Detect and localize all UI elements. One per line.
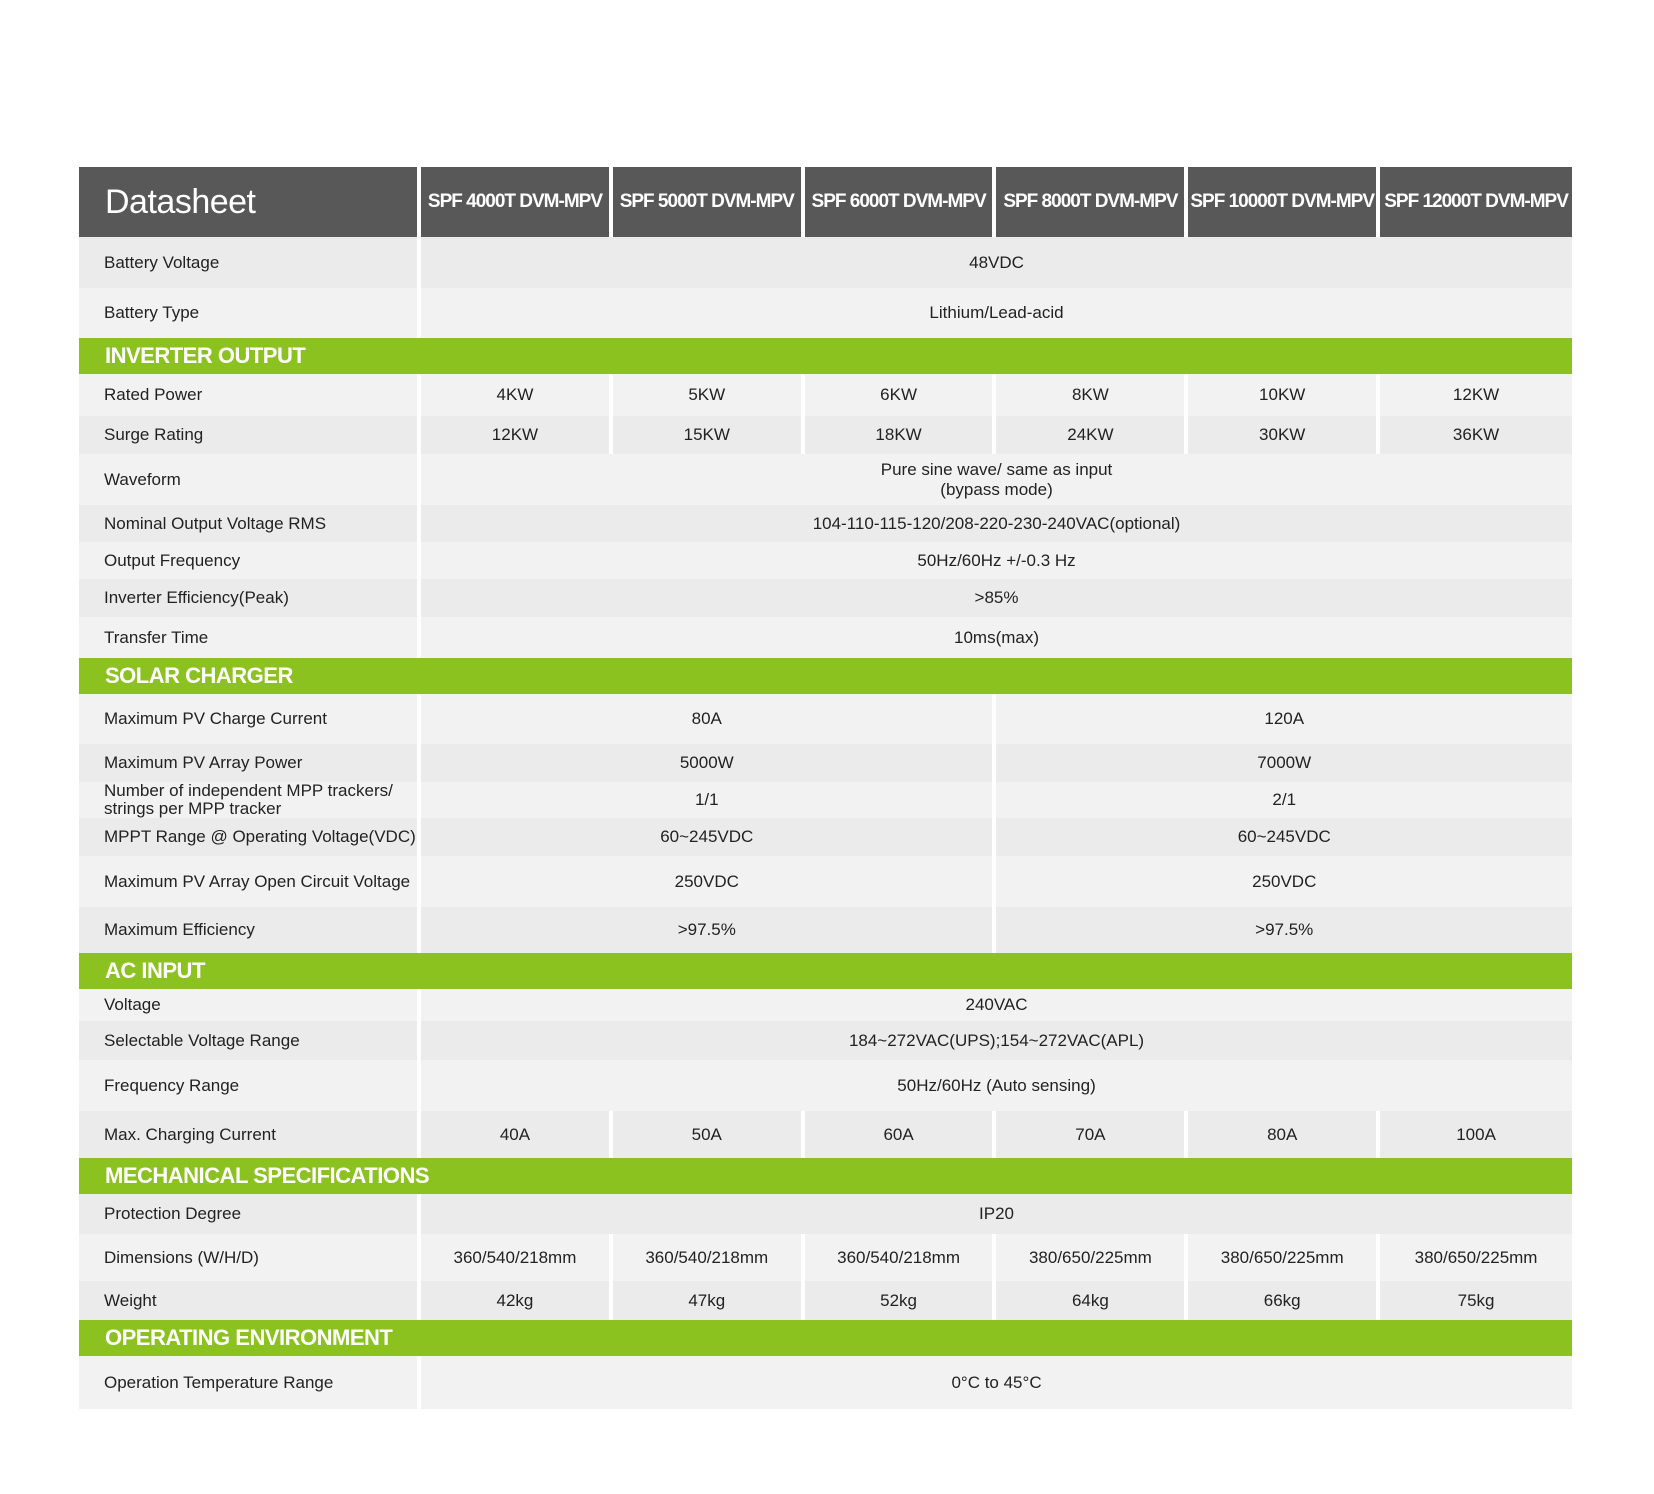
- section-header: [79, 1158, 1572, 1194]
- row-value: [421, 454, 1572, 505]
- row-label: Maximum PV Charge Current: [79, 694, 421, 744]
- table-row: [79, 288, 1572, 338]
- row-value: 240VAC: [421, 989, 1572, 1021]
- row-value: 30KW: [1188, 416, 1380, 454]
- row-value: 60~245VDC: [996, 818, 1572, 856]
- table-row: [79, 744, 1572, 782]
- table-row: [79, 1194, 1572, 1234]
- row-value: 15KW: [613, 416, 805, 454]
- datasheet: [79, 167, 1572, 1409]
- section-title: MECHANICAL SPECIFICATIONS: [79, 1158, 1572, 1194]
- row-value: 75kg: [1380, 1281, 1572, 1320]
- section-header: [79, 658, 1572, 694]
- table-row: [79, 579, 1572, 617]
- model-header: SPF 10000T DVM-MPV: [1188, 167, 1380, 237]
- row-value: 250VDC: [996, 856, 1572, 907]
- row-value: 36KW: [1380, 416, 1572, 454]
- row-label: Maximum PV Array Open Circuit Voltage: [79, 856, 421, 907]
- row-value: 66kg: [1188, 1281, 1380, 1320]
- row-value: 360/540/218mm: [613, 1234, 805, 1281]
- row-value: 60A: [805, 1111, 997, 1158]
- row-label: Frequency Range: [79, 1060, 421, 1111]
- row-label: Maximum PV Array Power: [79, 744, 421, 782]
- row-label: Maximum Efficiency: [79, 907, 421, 953]
- row-label: Battery Voltage: [79, 237, 421, 288]
- table-row: [79, 856, 1572, 907]
- table-row: [79, 1234, 1572, 1281]
- row-value: >85%: [421, 579, 1572, 617]
- table-row: [79, 542, 1572, 579]
- datasheet-title: Datasheet: [79, 167, 421, 237]
- row-value: 360/540/218mm: [421, 1234, 613, 1281]
- row-label: Rated Power: [79, 374, 421, 416]
- table-row: [79, 818, 1572, 856]
- row-label: Nominal Output Voltage RMS: [79, 505, 421, 542]
- row-label: Operation Temperature Range: [79, 1356, 421, 1409]
- row-value: 10KW: [1188, 374, 1380, 416]
- table-row: [79, 782, 1572, 818]
- table-row: [79, 694, 1572, 744]
- row-value: 5000W: [421, 744, 996, 782]
- row-value: 7000W: [996, 744, 1572, 782]
- section-header: [79, 953, 1572, 989]
- label-line: Number of independent MPP trackers/: [104, 782, 393, 800]
- row-label: Max. Charging Current: [79, 1111, 421, 1158]
- row-label: MPPT Range @ Operating Voltage(VDC): [79, 818, 421, 856]
- section-title: AC INPUT: [79, 953, 1572, 989]
- table-row: [79, 454, 1572, 505]
- row-value: 5KW: [613, 374, 805, 416]
- section-header: [79, 338, 1572, 374]
- row-label: Output Frequency: [79, 542, 421, 579]
- spec-table: [79, 167, 1572, 1409]
- table-row: [79, 374, 1572, 416]
- row-value: 4KW: [421, 374, 613, 416]
- row-label: Battery Type: [79, 288, 421, 338]
- table-row: [79, 1021, 1572, 1060]
- header-row: [79, 167, 1572, 237]
- row-value: 1/1: [421, 782, 996, 818]
- row-label: Waveform: [79, 454, 421, 505]
- table-row: [79, 1356, 1572, 1409]
- row-value: 380/650/225mm: [1380, 1234, 1572, 1281]
- row-value: 10ms(max): [421, 617, 1572, 658]
- row-value: 40A: [421, 1111, 613, 1158]
- row-value: 50A: [613, 1111, 805, 1158]
- section-title: INVERTER OUTPUT: [79, 338, 1572, 374]
- section-header: [79, 1320, 1572, 1356]
- table-row: [79, 416, 1572, 454]
- section-title: SOLAR CHARGER: [79, 658, 1572, 694]
- table-row: [79, 989, 1572, 1021]
- model-header: SPF 6000T DVM-MPV: [805, 167, 997, 237]
- row-value: Lithium/Lead-acid: [421, 288, 1572, 338]
- row-value: 42kg: [421, 1281, 613, 1320]
- row-value: 70A: [996, 1111, 1188, 1158]
- row-label: [79, 782, 421, 818]
- row-label: Inverter Efficiency(Peak): [79, 579, 421, 617]
- table-row: [79, 505, 1572, 542]
- row-value: 80A: [421, 694, 996, 744]
- model-header: SPF 4000T DVM-MPV: [421, 167, 613, 237]
- row-value: 6KW: [805, 374, 997, 416]
- row-value: 0°C to 45°C: [421, 1356, 1572, 1409]
- row-value: 2/1: [996, 782, 1572, 818]
- row-label: Transfer Time: [79, 617, 421, 658]
- table-row: [79, 1060, 1572, 1111]
- table-row: [79, 617, 1572, 658]
- model-header: SPF 5000T DVM-MPV: [613, 167, 805, 237]
- row-value: 18KW: [805, 416, 997, 454]
- row-value: IP20: [421, 1194, 1572, 1234]
- row-value: 120A: [996, 694, 1572, 744]
- row-label: Selectable Voltage Range: [79, 1021, 421, 1060]
- value-line: Pure sine wave/ same as input: [880, 459, 1113, 479]
- row-value: 104-110-115-120/208-220-230-240VAC(optional): [421, 505, 1572, 542]
- row-value: 12KW: [1380, 374, 1572, 416]
- row-value: 184~272VAC(UPS);154~272VAC(APL): [421, 1021, 1572, 1060]
- row-label: Dimensions (W/H/D): [79, 1234, 421, 1281]
- table-row: [79, 907, 1572, 953]
- row-value: 50Hz/60Hz (Auto sensing): [421, 1060, 1572, 1111]
- row-value: 100A: [1380, 1111, 1572, 1158]
- row-value: 64kg: [996, 1281, 1188, 1320]
- row-value: 380/650/225mm: [1188, 1234, 1380, 1281]
- row-value: 24KW: [996, 416, 1188, 454]
- table-row: [79, 1111, 1572, 1158]
- table-row: [79, 1281, 1572, 1320]
- row-value: 360/540/218mm: [805, 1234, 997, 1281]
- row-value: 8KW: [996, 374, 1188, 416]
- row-value: 50Hz/60Hz +/-0.3 Hz: [421, 542, 1572, 579]
- row-value: 52kg: [805, 1281, 997, 1320]
- row-value: >97.5%: [421, 907, 996, 953]
- row-value: 80A: [1188, 1111, 1380, 1158]
- row-label: Surge Rating: [79, 416, 421, 454]
- row-value: 250VDC: [421, 856, 996, 907]
- row-value: 380/650/225mm: [996, 1234, 1188, 1281]
- row-label: Voltage: [79, 989, 421, 1021]
- row-value: >97.5%: [996, 907, 1572, 953]
- value-line: (bypass mode): [940, 479, 1053, 499]
- model-header: SPF 8000T DVM-MPV: [996, 167, 1188, 237]
- row-label: Protection Degree: [79, 1194, 421, 1234]
- row-value: 47kg: [613, 1281, 805, 1320]
- row-value: 60~245VDC: [421, 818, 996, 856]
- row-label: Weight: [79, 1281, 421, 1320]
- row-value: 48VDC: [421, 237, 1572, 288]
- model-header: SPF 12000T DVM-MPV: [1380, 167, 1572, 237]
- section-title: OPERATING ENVIRONMENT: [79, 1320, 1572, 1356]
- table-row: [79, 237, 1572, 288]
- label-line: strings per MPP tracker: [104, 799, 282, 818]
- row-value: 12KW: [421, 416, 613, 454]
